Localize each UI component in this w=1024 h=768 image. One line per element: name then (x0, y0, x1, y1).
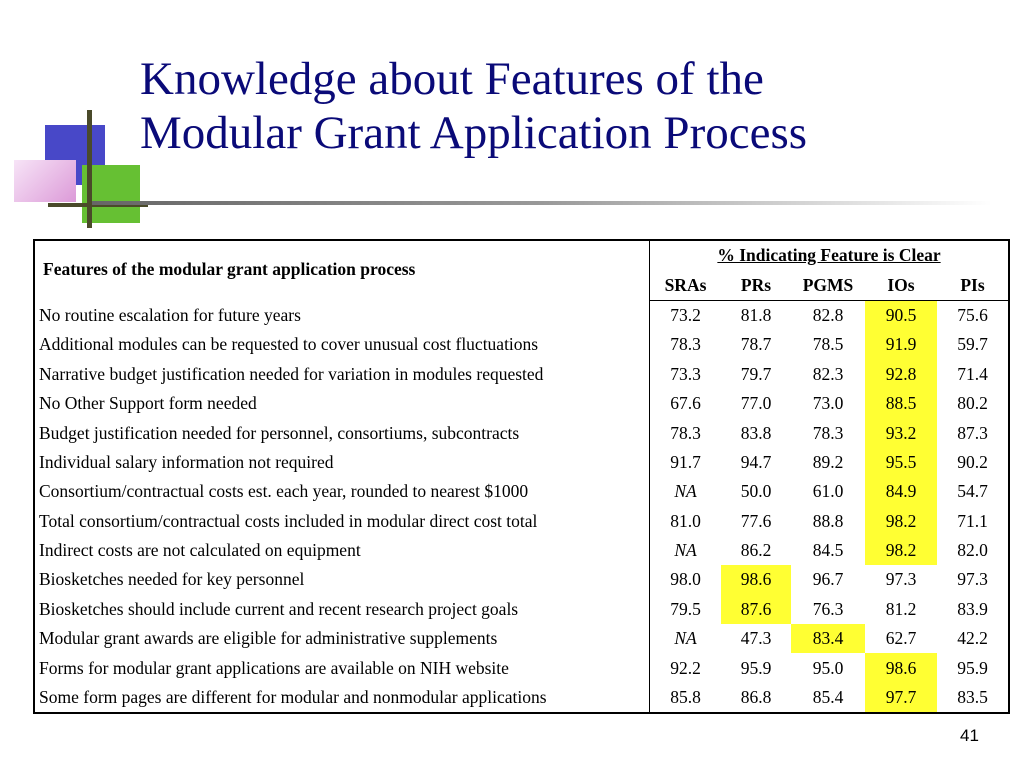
value-cell-ios: 97.3 (885, 569, 917, 590)
decor-vertical-line (87, 110, 92, 228)
feature-cell: Biosketches should include current and recent research project goals (34, 595, 650, 624)
value-cell-prs: 47.3 (740, 628, 772, 649)
column-header-pgms: PGMS (791, 270, 865, 300)
value-cell-pgms: 89.2 (812, 451, 844, 472)
features-table (33, 239, 1010, 714)
slide-title-line-1: Knowledge about Features of the (140, 53, 764, 105)
feature-cell: Consortium/contractual costs est. each year, rounded to nearest $1000 (34, 477, 650, 506)
feature-cell: Some form pages are different for modular and nonmodular applications (34, 683, 650, 713)
value-cell-prs: 95.9 (740, 657, 772, 678)
slide-title-line-2: Modular Grant Application Process (140, 107, 808, 159)
table-row (34, 595, 1009, 624)
value-cell-sras: 81.0 (670, 510, 701, 531)
value-cell-pgms: 95.0 (812, 657, 844, 678)
value-cell-sras: 91.7 (670, 451, 701, 472)
value-cell-pgms: 82.3 (812, 363, 844, 384)
column-header-pis: PIs (937, 270, 1009, 300)
value-cell-pgms: 96.7 (812, 569, 844, 590)
value-cell-prs: 86.2 (740, 540, 772, 561)
column-header-prs: PRs (721, 270, 791, 300)
value-cell-prs: 50.0 (740, 481, 772, 502)
page-number: 41 (960, 726, 979, 745)
value-cell-ios: 90.5 (865, 300, 937, 330)
table-row (34, 683, 1009, 713)
value-cell-pgms: 82.8 (812, 304, 844, 325)
feature-cell: Modular grant awards are eligible for administrative supplements (34, 624, 650, 653)
table-row (34, 536, 1009, 565)
value-cell-pis: 97.3 (957, 569, 988, 590)
feature-column-header (34, 240, 650, 300)
value-cell-sras: 79.5 (670, 598, 701, 619)
feature-cell: Individual salary information not required (34, 448, 650, 477)
features-table-container (33, 239, 1010, 714)
value-cell-ios: 62.7 (885, 628, 917, 649)
table-row (34, 624, 1009, 653)
value-cell-pis: 83.5 (957, 687, 988, 708)
value-cell-prs: 78.7 (740, 334, 772, 355)
value-cell-prs: 77.0 (740, 393, 772, 414)
value-cell-prs: 87.6 (721, 595, 791, 624)
value-cell-sras: NA (674, 540, 697, 561)
table-row (34, 507, 1009, 536)
value-cell-ios: 81.2 (885, 598, 917, 619)
value-cell-pgms: 78.5 (812, 334, 844, 355)
table-row (34, 360, 1009, 389)
value-cell-ios: 98.2 (865, 507, 937, 536)
table-row (34, 330, 1009, 359)
value-cell-pis: 83.9 (957, 598, 988, 619)
value-cell-ios: 91.9 (865, 330, 937, 359)
feature-cell: No Other Support form needed (34, 389, 650, 418)
value-cell-ios: 92.8 (865, 360, 937, 389)
feature-cell: Narrative budget justification needed for variation in modules requested (34, 360, 650, 389)
column-header-ios: IOs (865, 270, 937, 300)
value-cell-sras: 85.8 (670, 687, 701, 708)
value-cell-pgms: 85.4 (812, 687, 844, 708)
value-cell-pgms: 61.0 (812, 481, 844, 502)
table-row (34, 300, 1009, 330)
value-cell-ios: 95.5 (865, 448, 937, 477)
value-cell-pgms: 73.0 (812, 393, 844, 414)
column-header-sras: SRAs (650, 270, 722, 300)
value-cell-pis: 87.3 (957, 422, 988, 443)
value-cell-ios: 84.9 (865, 477, 937, 506)
value-cell-ios: 88.5 (865, 389, 937, 418)
title-underline-rule (92, 201, 992, 205)
value-cell-prs: 81.8 (740, 304, 772, 325)
value-cell-sras: 78.3 (670, 334, 701, 355)
value-cell-sras: 98.0 (670, 569, 701, 590)
group-header: % Indicating Feature is Clear (717, 245, 941, 266)
slide-title (140, 52, 1000, 160)
value-cell-pis: 71.1 (957, 510, 988, 531)
value-cell-pgms: 83.4 (791, 624, 865, 653)
value-cell-sras: 73.2 (670, 304, 701, 325)
value-cell-sras: NA (674, 628, 697, 649)
value-cell-pgms: 84.5 (812, 540, 844, 561)
table-row (34, 389, 1009, 418)
value-cell-pgms: 76.3 (812, 598, 844, 619)
table-row (34, 477, 1009, 506)
value-cell-pis: 59.7 (957, 334, 988, 355)
decor-pink-square (14, 160, 76, 202)
value-cell-pis: 80.2 (957, 393, 988, 414)
feature-cell: Biosketches needed for key personnel (34, 565, 650, 594)
table-row (34, 418, 1009, 447)
feature-cell: Additional modules can be requested to cover unusual cost fluctuations (34, 330, 650, 359)
value-cell-prs: 79.7 (740, 363, 772, 384)
value-cell-pis: 75.6 (957, 304, 988, 325)
value-cell-sras: NA (674, 481, 697, 502)
feature-cell: No routine escalation for future years (34, 300, 650, 330)
value-cell-pis: 95.9 (957, 657, 988, 678)
feature-cell: Total consortium/contractual costs included in modular direct cost total (34, 507, 650, 536)
value-cell-prs: 94.7 (740, 451, 772, 472)
feature-cell: Forms for modular grant applications are available on NIH website (34, 653, 650, 682)
value-cell-ios: 97.7 (865, 683, 937, 713)
table-row (34, 653, 1009, 682)
table-row (34, 448, 1009, 477)
value-cell-sras: 78.3 (670, 422, 701, 443)
value-cell-sras: 92.2 (670, 657, 701, 678)
feature-cell: Indirect costs are not calculated on equipment (34, 536, 650, 565)
value-cell-ios: 93.2 (865, 418, 937, 447)
value-cell-pis: 90.2 (957, 451, 988, 472)
value-cell-pgms: 78.3 (812, 422, 844, 443)
value-cell-pis: 42.2 (957, 628, 988, 649)
value-cell-pis: 54.7 (957, 481, 988, 502)
feature-cell: Budget justification needed for personnel, consortiums, subcontracts (34, 418, 650, 447)
value-cell-prs: 77.6 (740, 510, 772, 531)
value-cell-ios: 98.2 (865, 536, 937, 565)
value-cell-prs: 86.8 (740, 687, 772, 708)
feature-column-header-label: Features of the modular grant application process (43, 259, 416, 280)
value-cell-sras: 73.3 (670, 363, 701, 384)
value-cell-prs: 83.8 (740, 422, 772, 443)
value-cell-pgms: 88.8 (812, 510, 844, 531)
value-cell-sras: 67.6 (670, 393, 701, 414)
value-cell-pis: 71.4 (957, 363, 988, 384)
table-row (34, 565, 1009, 594)
value-cell-ios: 98.6 (865, 653, 937, 682)
value-cell-pis: 82.0 (957, 540, 988, 561)
value-cell-prs: 98.6 (721, 565, 791, 594)
